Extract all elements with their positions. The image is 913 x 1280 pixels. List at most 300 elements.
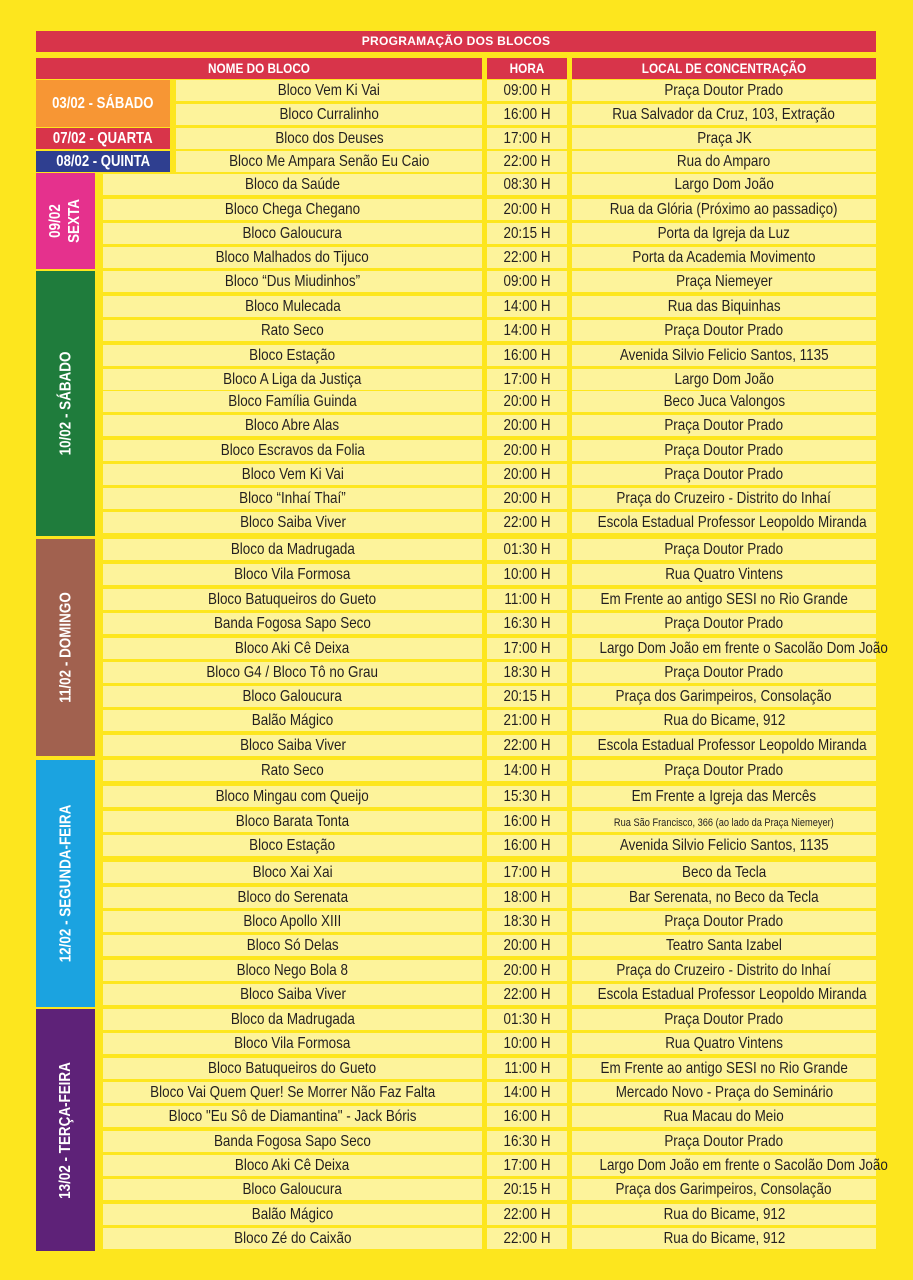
- bloco-name-cell-text: Bloco Nego Bola 8: [236, 962, 349, 979]
- bloco-name-cell: [103, 1155, 482, 1176]
- bloco-name-cell-text: Bloco Barata Tonta: [235, 813, 350, 830]
- day-label: [36, 1009, 95, 1251]
- time-cell: [487, 911, 567, 932]
- time-cell-text: 14:00 H: [503, 298, 551, 315]
- place-cell: [572, 271, 876, 292]
- bloco-name-cell: [103, 1228, 482, 1249]
- bloco-name-cell: [103, 735, 482, 756]
- place-cell: [572, 539, 876, 560]
- place-cell-text: Em Frente ao antigo SESI no Rio Grande: [600, 591, 848, 608]
- header-divider: [567, 58, 572, 79]
- bloco-name-cell-text: Bloco Saiba Viver: [239, 737, 346, 754]
- bloco-name-cell-text: Rato Seco: [261, 762, 324, 779]
- time-cell-text: 17:00 H: [503, 864, 551, 881]
- bloco-name-cell: [103, 984, 482, 1005]
- place-cell-text: Praça Doutor Prado: [664, 615, 784, 632]
- place-cell: [572, 391, 876, 412]
- place-cell: [572, 320, 876, 341]
- time-cell: [487, 512, 567, 533]
- place-cell: [572, 887, 876, 908]
- time-cell: [487, 589, 567, 610]
- time-cell: [487, 464, 567, 485]
- bloco-name-cell-text: Bloco Vila Formosa: [234, 1035, 351, 1052]
- day-label-text: 08/02 - QUINTA: [56, 152, 150, 170]
- column-header-name: NOME DO BLOCO: [208, 60, 310, 76]
- place-cell-text: Mercado Novo - Praça do Seminário: [615, 1084, 833, 1101]
- place-cell-text: Largo Dom João: [674, 176, 774, 193]
- time-cell-text: 08:30 H: [503, 176, 551, 193]
- day-label: [36, 271, 95, 536]
- time-cell: [487, 710, 567, 731]
- bloco-name-cell: [103, 613, 482, 634]
- place-cell: [572, 128, 876, 149]
- place-cell: [572, 1155, 888, 1176]
- day-label: [36, 80, 170, 127]
- place-cell-text: Rua da Glória (Próximo ao passadiço): [610, 201, 838, 218]
- place-cell: [572, 638, 888, 659]
- bloco-name-cell-text: Rato Seco: [261, 322, 324, 339]
- bloco-name-cell-text: Bloco Família Guinda: [228, 393, 357, 410]
- bloco-name-cell: [103, 638, 482, 659]
- time-cell: [487, 564, 567, 585]
- place-cell-text: Em Frente ao antigo SESI no Rio Grande: [600, 1060, 848, 1077]
- day-label-text: 07/02 - QUARTA: [53, 129, 153, 147]
- time-cell-text: 22:00 H: [503, 153, 551, 170]
- bloco-name-cell: [176, 80, 482, 101]
- time-cell-text: 20:00 H: [503, 490, 551, 507]
- time-cell: [487, 415, 567, 436]
- place-cell-text: Praça Doutor Prado: [664, 442, 784, 459]
- bloco-name-cell-text: Bloco Galoucura: [242, 1181, 343, 1198]
- bloco-name-cell: [103, 1204, 482, 1225]
- day-label: [36, 151, 170, 172]
- day-label: [36, 539, 95, 756]
- bloco-name-cell-text: Bloco Xai Xai: [252, 864, 333, 881]
- place-cell-text: Praça Doutor Prado: [664, 417, 784, 434]
- place-cell-text: Rua do Amparo: [677, 153, 771, 170]
- time-cell: [487, 199, 567, 220]
- place-cell: [572, 662, 876, 683]
- place-cell: [572, 512, 876, 533]
- bloco-name-cell: [103, 811, 482, 832]
- bloco-name-cell: [103, 1009, 482, 1030]
- day-label-text: 10/02 - SÁBADO: [57, 351, 74, 456]
- bloco-name-cell-text: Bloco Estação: [249, 837, 336, 854]
- bloco-name-cell: [103, 391, 482, 412]
- bloco-name-cell-text: Bloco "Eu Sô de Diamantina" - Jack Bóris: [168, 1108, 417, 1125]
- bloco-name-cell-text: Bloco Vem Ki Vai: [241, 466, 344, 483]
- time-cell-text: 16:00 H: [503, 106, 551, 123]
- place-cell: [572, 613, 876, 634]
- place-cell-text: Em Frente a Igreja das Mercês: [631, 788, 817, 805]
- place-cell-text: Escola Estadual Professor Leopoldo Miranda: [597, 737, 867, 754]
- time-cell-text: 09:00 H: [503, 273, 551, 290]
- time-cell: [487, 984, 567, 1005]
- place-cell: [572, 1009, 876, 1030]
- bloco-name-cell: [103, 345, 482, 366]
- bloco-name-cell-text: Bloco Apollo XIII: [243, 913, 342, 930]
- time-cell-text: 09:00 H: [503, 82, 551, 99]
- time-cell: [487, 862, 567, 883]
- place-cell-text: Largo Dom João: [674, 371, 774, 388]
- place-cell-text: Rua do Bicame, 912: [663, 712, 785, 729]
- time-cell-text: 20:00 H: [503, 417, 551, 434]
- place-cell-text: Beco Juca Valongos: [663, 393, 785, 410]
- time-cell: [487, 488, 567, 509]
- place-cell-text: Praça do Cruzeiro - Distrito do Inhaí: [616, 962, 832, 979]
- day-label-text: 12/02 - SEGUNDA-FEIRA: [57, 804, 74, 963]
- time-cell-text: 14:00 H: [503, 762, 551, 779]
- bloco-name-cell: [103, 564, 482, 585]
- bloco-name-cell: [103, 539, 482, 560]
- bloco-name-cell-text: Bloco da Madrugada: [230, 541, 355, 558]
- bloco-name-cell: [176, 128, 482, 149]
- bloco-name-cell-text: Bloco “Inhaí Thaí”: [239, 490, 346, 507]
- time-cell-text: 22:00 H: [503, 737, 551, 754]
- day-label-text: 03/02 - SÁBADO: [52, 94, 154, 112]
- time-cell: [487, 1033, 567, 1054]
- bloco-name-cell: [103, 786, 482, 807]
- bloco-name-cell: [103, 1179, 482, 1200]
- bloco-name-cell: [103, 488, 482, 509]
- time-cell-text: 20:15 H: [503, 688, 551, 705]
- bloco-name-cell: [103, 835, 482, 856]
- day-label-text: 09/02 SEXTA: [47, 199, 84, 243]
- place-cell: [572, 1106, 876, 1127]
- bloco-name-cell-text: Bloco do Serenata: [237, 889, 348, 906]
- day-label-text: 13/02 - TERÇA-FEIRA: [57, 1061, 75, 1199]
- place-cell-text: Praça Niemeyer: [675, 273, 773, 290]
- place-cell-text: Rua Quatro Vintens: [665, 1035, 783, 1052]
- place-cell: [572, 1228, 876, 1249]
- bloco-name-cell: [103, 320, 482, 341]
- time-cell-text: 17:00 H: [503, 1157, 551, 1174]
- time-cell: [487, 539, 567, 560]
- bloco-name-cell-text: Bloco Abre Alas: [245, 417, 340, 434]
- place-cell-text: Rua das Biquinhas: [667, 298, 781, 315]
- place-cell-text: Porta da Academia Movimento: [632, 249, 816, 266]
- place-cell-text: Praça Doutor Prado: [664, 1011, 784, 1028]
- time-cell-text: 01:30 H: [503, 1011, 551, 1028]
- bloco-name-cell: [176, 151, 482, 172]
- header-divider: [482, 58, 487, 79]
- place-cell-text: Praça dos Garimpeiros, Consolação: [616, 688, 832, 705]
- bloco-name-cell: [103, 911, 482, 932]
- bloco-name-cell: [176, 104, 482, 125]
- place-cell-text: Teatro Santa Izabel: [666, 937, 782, 954]
- time-cell: [487, 80, 567, 101]
- place-cell-text: Largo Dom João em frente o Sacolão Dom João: [599, 640, 888, 657]
- time-cell-text: 17:00 H: [503, 640, 551, 657]
- bloco-name-cell-text: Bloco Vila Formosa: [234, 566, 351, 583]
- time-cell: [487, 1179, 567, 1200]
- bloco-name-cell: [103, 1058, 482, 1079]
- bloco-name-cell-text: Bloco dos Deuses: [274, 130, 384, 147]
- time-cell: [487, 786, 567, 807]
- place-cell: [572, 1179, 876, 1200]
- time-cell-text: 18:00 H: [503, 889, 551, 906]
- place-cell-text: Rua Salvador da Cruz, 103, Extração: [612, 106, 836, 123]
- place-cell: [572, 464, 876, 485]
- place-cell-text: Praça Doutor Prado: [664, 541, 784, 558]
- time-cell-text: 17:00 H: [503, 371, 551, 388]
- time-cell: [487, 638, 567, 659]
- time-cell: [487, 128, 567, 149]
- time-cell-text: 20:15 H: [503, 1181, 551, 1198]
- time-cell: [487, 811, 567, 832]
- bloco-name-cell: [103, 1082, 482, 1103]
- place-cell-text: Praça Doutor Prado: [664, 913, 784, 930]
- bloco-name-cell: [103, 960, 482, 981]
- place-cell: [572, 811, 876, 832]
- bloco-name-cell: [103, 686, 482, 707]
- bloco-name-cell-text: Bloco Zé do Caixão: [233, 1230, 352, 1247]
- time-cell: [487, 1058, 567, 1079]
- time-cell: [487, 296, 567, 317]
- time-cell: [487, 1009, 567, 1030]
- bloco-name-cell-text: Bloco G4 / Bloco Tô no Grau: [206, 664, 379, 681]
- column-header-time: HORA: [509, 60, 545, 76]
- time-cell: [487, 271, 567, 292]
- time-cell: [487, 887, 567, 908]
- bloco-name-cell-text: Bloco da Madrugada: [230, 1011, 355, 1028]
- place-cell-text: Praça Doutor Prado: [664, 1133, 784, 1150]
- time-cell-text: 22:00 H: [503, 1230, 551, 1247]
- time-cell: [487, 686, 567, 707]
- time-cell: [487, 1228, 567, 1249]
- place-cell: [572, 247, 876, 268]
- day-label: [36, 173, 95, 269]
- bloco-name-cell-text: Bloco Vai Quem Quer! Se Morrer Não Faz Falta: [149, 1084, 436, 1101]
- place-cell-text: Escola Estadual Professor Leopoldo Miranda: [597, 986, 867, 1003]
- time-cell-text: 20:00 H: [503, 393, 551, 410]
- bloco-name-cell: [103, 415, 482, 436]
- time-cell: [487, 174, 567, 195]
- time-cell-text: 11:00 H: [503, 591, 551, 608]
- time-cell-text: 14:00 H: [503, 1084, 551, 1101]
- place-cell: [572, 911, 876, 932]
- time-cell: [487, 1131, 567, 1152]
- bloco-name-cell-text: Balão Mágico: [251, 712, 334, 729]
- bloco-name-cell-text: Bloco Estação: [249, 347, 336, 364]
- bloco-name-cell: [103, 935, 482, 956]
- bloco-name-cell-text: Bloco Aki Cê Deixa: [235, 640, 350, 657]
- time-cell-text: 21:00 H: [503, 712, 551, 729]
- bloco-name-cell: [103, 369, 482, 390]
- place-cell: [572, 1033, 876, 1054]
- bloco-name-cell-text: Bloco Batuqueiros do Gueto: [208, 1060, 377, 1077]
- table-header: [36, 58, 876, 79]
- time-cell-text: 18:30 H: [503, 913, 551, 930]
- place-cell: [572, 1204, 876, 1225]
- bloco-name-cell-text: Bloco Saiba Viver: [239, 986, 346, 1003]
- bloco-name-cell-text: Bloco Só Delas: [246, 937, 339, 954]
- time-cell-text: 20:00 H: [503, 442, 551, 459]
- bloco-name-cell: [103, 589, 482, 610]
- bloco-name-cell: [103, 1131, 482, 1152]
- place-cell-text: Praça Doutor Prado: [664, 322, 784, 339]
- bloco-name-cell: [103, 271, 482, 292]
- place-cell: [572, 589, 876, 610]
- place-cell: [572, 960, 876, 981]
- place-cell: [572, 760, 876, 781]
- bloco-name-cell-text: Bloco Galoucura: [242, 225, 343, 242]
- time-cell-text: 01:30 H: [503, 541, 551, 558]
- bloco-name-cell: [103, 247, 482, 268]
- bloco-name-cell: [103, 464, 482, 485]
- time-cell-text: 20:00 H: [503, 466, 551, 483]
- time-cell: [487, 662, 567, 683]
- bloco-name-cell-text: Bloco Me Ampara Senão Eu Caio: [228, 153, 430, 170]
- time-cell-text: 20:00 H: [503, 937, 551, 954]
- time-cell-text: 16:30 H: [503, 615, 551, 632]
- time-cell: [487, 835, 567, 856]
- bloco-name-cell: [103, 887, 482, 908]
- time-cell-text: 16:00 H: [503, 813, 551, 830]
- place-cell: [572, 564, 876, 585]
- time-cell-text: 22:00 H: [503, 1206, 551, 1223]
- time-cell-text: 18:30 H: [503, 664, 551, 681]
- place-cell-text: Avenida Silvio Felicio Santos, 1135: [619, 347, 829, 364]
- time-cell: [487, 935, 567, 956]
- time-cell: [487, 391, 567, 412]
- time-cell-text: 16:00 H: [503, 837, 551, 854]
- time-cell-text: 16:30 H: [503, 1133, 551, 1150]
- place-cell-text: Praça do Cruzeiro - Distrito do Inhaí: [616, 490, 832, 507]
- bloco-name-cell-text: Bloco Saiba Viver: [239, 514, 346, 531]
- bloco-name-cell: [103, 710, 482, 731]
- time-cell-text: 20:15 H: [503, 225, 551, 242]
- time-cell: [487, 735, 567, 756]
- place-cell: [572, 935, 876, 956]
- place-cell-text: Avenida Silvio Felicio Santos, 1135: [619, 837, 829, 854]
- time-cell: [487, 760, 567, 781]
- time-cell: [487, 1082, 567, 1103]
- bloco-name-cell-text: Bloco Escravos da Folia: [220, 442, 365, 459]
- time-cell: [487, 104, 567, 125]
- time-cell: [487, 320, 567, 341]
- time-cell: [487, 1106, 567, 1127]
- bloco-name-cell-text: Bloco Malhados do Tijuco: [215, 249, 370, 266]
- place-cell-text: Rua Quatro Vintens: [665, 566, 783, 583]
- place-cell: [572, 104, 876, 125]
- place-cell-text: Praça dos Garimpeiros, Consolação: [616, 1181, 832, 1198]
- time-cell-text: 20:00 H: [503, 962, 551, 979]
- place-cell: [572, 710, 876, 731]
- bloco-name-cell: [103, 662, 482, 683]
- time-cell-text: 10:00 H: [503, 566, 551, 583]
- bloco-name-cell: [103, 512, 482, 533]
- time-cell-text: 16:00 H: [503, 1108, 551, 1125]
- place-cell: [572, 369, 876, 390]
- place-cell: [572, 415, 876, 436]
- time-cell-text: 15:30 H: [503, 788, 551, 805]
- bloco-name-cell: [103, 199, 482, 220]
- bloco-name-cell-text: Banda Fogosa Sapo Seco: [214, 615, 371, 632]
- bloco-name-cell-text: Bloco da Saúde: [245, 176, 340, 193]
- bloco-name-cell-text: Bloco Mulecada: [244, 298, 341, 315]
- day-label: [36, 760, 95, 1007]
- place-cell-text: Praça Doutor Prado: [664, 664, 784, 681]
- place-cell-text: Bar Serenata, no Beco da Tecla: [629, 889, 819, 906]
- time-cell: [487, 223, 567, 244]
- place-cell: [572, 984, 876, 1005]
- place-cell: [572, 1131, 876, 1152]
- time-cell-text: 17:00 H: [503, 130, 551, 147]
- bloco-name-cell: [103, 223, 482, 244]
- bloco-name-cell-text: Bloco Vem Ki Vai: [277, 82, 381, 99]
- place-cell: [572, 174, 876, 195]
- time-cell: [487, 345, 567, 366]
- bloco-name-cell-text: Bloco Chega Chegano: [224, 201, 361, 218]
- place-cell-text: Praça Doutor Prado: [664, 466, 784, 483]
- time-cell: [487, 247, 567, 268]
- bloco-name-cell: [103, 174, 482, 195]
- place-cell: [572, 735, 876, 756]
- bloco-name-cell: [103, 1106, 482, 1127]
- place-cell-text: Praça JK: [696, 130, 752, 147]
- time-cell: [487, 440, 567, 461]
- bloco-name-cell-text: Bloco Batuqueiros do Gueto: [208, 591, 377, 608]
- place-cell: [572, 835, 876, 856]
- bloco-name-cell-text: Bloco Galoucura: [242, 688, 343, 705]
- place-cell: [572, 1058, 876, 1079]
- time-cell-text: 22:00 H: [503, 249, 551, 266]
- place-cell: [572, 151, 876, 172]
- place-cell: [572, 199, 876, 220]
- time-cell: [487, 1155, 567, 1176]
- time-cell: [487, 151, 567, 172]
- bloco-name-cell-text: Bloco A Liga da Justiça: [223, 371, 362, 388]
- place-cell: [572, 1082, 876, 1103]
- place-cell-text: Largo Dom João em frente o Sacolão Dom João: [599, 1157, 888, 1174]
- place-cell-text: Beco da Tecla: [681, 864, 767, 881]
- bloco-name-cell-text: Bloco Aki Cê Deixa: [235, 1157, 350, 1174]
- time-cell-text: 22:00 H: [503, 986, 551, 1003]
- time-cell-text: 22:00 H: [503, 514, 551, 531]
- place-cell-text: Praça Doutor Prado: [664, 762, 784, 779]
- page-title: PROGRAMAÇÃO DOS BLOCOS: [36, 31, 876, 52]
- bloco-name-cell-text: Balão Mágico: [251, 1206, 334, 1223]
- time-cell-text: 16:00 H: [503, 347, 551, 364]
- place-cell-text: Rua Macau do Meio: [663, 1108, 785, 1125]
- place-cell: [572, 440, 876, 461]
- place-cell-text: Praça Doutor Prado: [664, 82, 784, 99]
- bloco-name-cell-text: Bloco Curralinho: [279, 106, 379, 123]
- time-cell-text: 14:00 H: [503, 322, 551, 339]
- time-cell-text: 11:00 H: [503, 1060, 551, 1077]
- place-cell-text: Escola Estadual Professor Leopoldo Miranda: [597, 514, 867, 531]
- place-cell: [572, 223, 876, 244]
- time-cell: [487, 1204, 567, 1225]
- place-cell-text: Rua do Bicame, 912: [663, 1206, 785, 1223]
- time-cell: [487, 960, 567, 981]
- place-cell-text: Rua São Francisco, 366 (ao lado da Praça Niemeyer): [614, 817, 834, 829]
- bloco-name-cell: [103, 1033, 482, 1054]
- place-cell: [572, 296, 876, 317]
- day-label: [36, 128, 170, 149]
- day-label-text: 11/02 - DOMINGO: [57, 592, 74, 703]
- bloco-name-cell: [103, 296, 482, 317]
- time-cell: [487, 369, 567, 390]
- bloco-name-cell: [103, 440, 482, 461]
- bloco-name-cell-text: Bloco Mingau com Queijo: [215, 788, 370, 805]
- place-cell: [572, 686, 876, 707]
- bloco-name-cell-text: Bloco “Dus Miudinhos”: [224, 273, 361, 290]
- place-cell: [572, 786, 876, 807]
- bloco-name-cell: [103, 862, 482, 883]
- place-cell: [572, 862, 876, 883]
